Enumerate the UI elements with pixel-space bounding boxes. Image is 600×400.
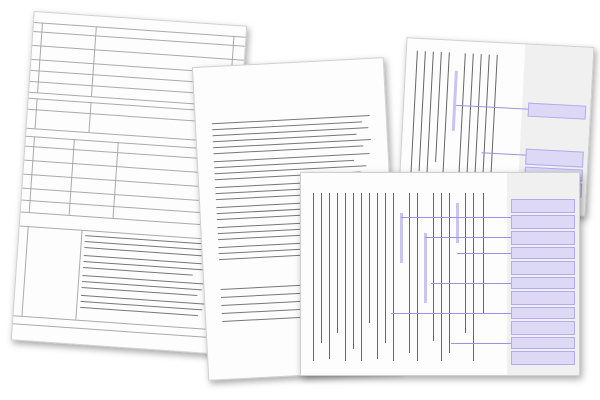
table-cell xyxy=(36,163,70,165)
table-cell xyxy=(98,52,228,61)
table-cell xyxy=(99,38,229,47)
table-cell xyxy=(34,191,68,193)
table-cell xyxy=(75,180,113,183)
table-cell xyxy=(76,166,114,169)
document-page-vertical-front xyxy=(300,172,580,376)
comment-balloon[interactable] xyxy=(511,231,575,245)
comment-balloon[interactable] xyxy=(511,247,575,259)
comment-balloon[interactable] xyxy=(511,321,575,335)
table-cell xyxy=(73,206,111,209)
table-cell xyxy=(30,248,78,251)
table-cell xyxy=(29,268,77,271)
section-heading xyxy=(32,218,92,222)
footer-value xyxy=(26,333,36,334)
comment-balloon[interactable] xyxy=(511,337,575,349)
table-cell xyxy=(39,120,87,123)
table-cell xyxy=(35,177,69,179)
table-cell xyxy=(77,152,115,155)
comment-balloon[interactable] xyxy=(511,277,575,289)
worksheet-title xyxy=(210,79,370,87)
comment-balloon[interactable] xyxy=(511,307,575,319)
worksheet-instruction xyxy=(211,105,371,113)
comment-balloon[interactable] xyxy=(528,103,587,120)
table-cell xyxy=(33,203,67,205)
worksheet-label xyxy=(220,277,260,279)
worksheet-subtitle xyxy=(211,93,361,101)
comment-balloon[interactable] xyxy=(511,351,575,365)
comment-balloon[interactable] xyxy=(525,149,584,168)
info-table xyxy=(35,12,246,27)
table-cell xyxy=(37,150,71,152)
comment-balloon[interactable] xyxy=(511,291,575,305)
comment-balloon[interactable] xyxy=(511,199,575,213)
footer-value xyxy=(52,335,62,336)
comment-balloon[interactable] xyxy=(511,261,575,275)
table-cell xyxy=(27,296,75,299)
table-cell xyxy=(74,194,112,197)
comment-balloon[interactable] xyxy=(511,215,575,229)
